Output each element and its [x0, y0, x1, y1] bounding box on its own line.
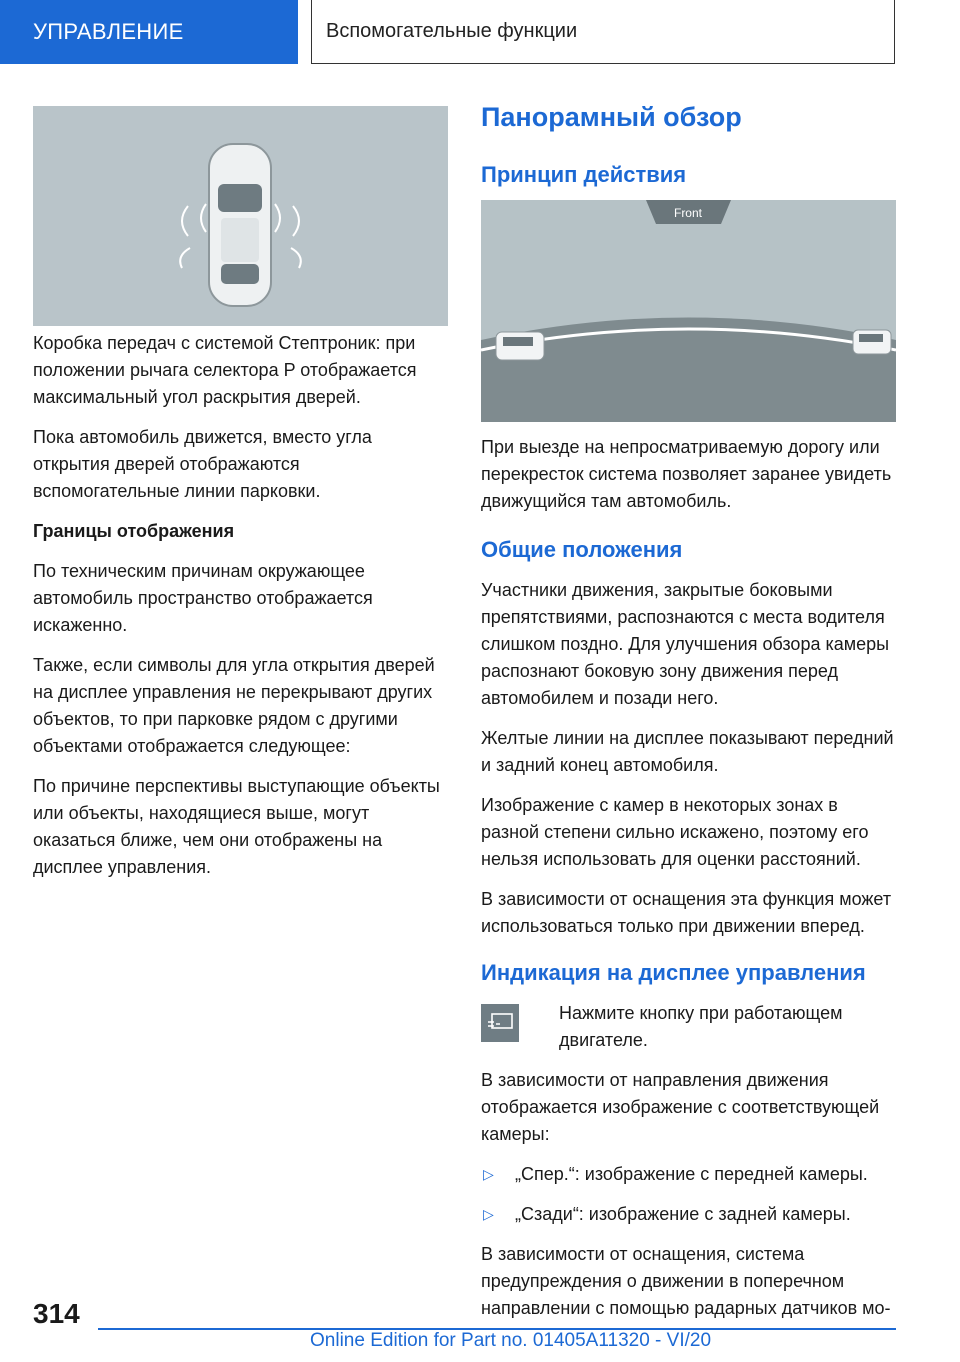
paragraph: По причине перспективы выступающие объекты или объекты, находящиеся выше, могут оказаться ближе, чем они отображены на дисплее управления.	[33, 776, 440, 877]
paragraph: Желтые линии на дисплее показывают передний и задний конец автомобиля.	[481, 728, 894, 775]
paragraph: В зависимости от оснащения, система предупреждения о движении в поперечном направлении с помощью радарных датчиков мо-	[481, 1244, 891, 1318]
heading-principle: Принцип действия	[481, 162, 687, 187]
left-column	[33, 330, 448, 894]
door-angle-figure	[33, 106, 448, 326]
subheading-display-limits: Границы отображения	[33, 521, 235, 541]
list-item-text: „Сзади“: изображение с задней камеры.	[515, 1204, 851, 1224]
footer-edition: Online Edition for Part no. 01405A11320 - VI/20	[310, 1330, 712, 1351]
front-label: Front	[673, 206, 703, 220]
list-item	[481, 1201, 896, 1228]
triangle-bullet-icon: ▷	[483, 1206, 494, 1222]
button-instruction	[481, 1000, 896, 1054]
paragraph: Также, если символы для угла открытия дверей на дисплее управления не перекрывают других объектов, то при парковке рядом с другими объектами отображается следующее:	[33, 655, 435, 756]
button-instruction-text: Нажмите кнопку при работающем двигателе.	[559, 1003, 843, 1050]
camera-button-icon	[481, 1004, 519, 1042]
paragraph: По техническим причинам окружающее автомобиль пространство отображается искаженно.	[33, 561, 373, 635]
paragraph: В зависимости от оснащения эта функция может использоваться только при движении вперед.	[481, 889, 892, 936]
car-top-view-illustration	[33, 106, 448, 326]
chapter-title: Вспомогательные функции	[311, 0, 895, 64]
paragraph: Участники движения, закрытые боковыми препятствиями, распознаются с места водителя слишком поздно. Для улучшения обзора камеры распознают боковую зону движения перед автомобилем и позади него.	[481, 580, 890, 708]
heading-panoramic-view: Панорамный обзор	[481, 102, 742, 132]
paragraph: Изображение с камер в некоторых зонах в разной степени сильно искажено, поэтому его нельзя использовать для оценки расстояний.	[481, 795, 869, 869]
paragraph: При выезде на непросматриваемую дорогу или перекресток система позволяет заранее увидеть движущийся там автомобиль.	[481, 437, 892, 511]
list-item	[481, 1161, 896, 1188]
section-tab[interactable]: УПРАВЛЕНИЕ	[0, 0, 298, 64]
camera-view-illustration	[481, 200, 896, 422]
panoramic-camera-figure	[481, 200, 896, 422]
paragraph: Пока автомобиль движется, вместо угла открытия дверей отображаются вспомогательные линии парковки.	[33, 427, 372, 501]
paragraph: В зависимости от направления движения отображается изображение с соответствующей камеры:	[481, 1070, 880, 1144]
page-number: 314	[33, 1298, 80, 1329]
heading-general: Общие положения	[481, 537, 683, 562]
heading-display: Индикация на дисплее управления	[481, 960, 866, 985]
triangle-bullet-icon: ▷	[483, 1166, 494, 1182]
paragraph: Коробка передач с системой Стептроник: при положении рычага селектора P отображается максимальный угол раскрытия дверей.	[33, 333, 417, 407]
list-item-text: „Спер.“: изображение с передней камеры.	[515, 1164, 868, 1184]
